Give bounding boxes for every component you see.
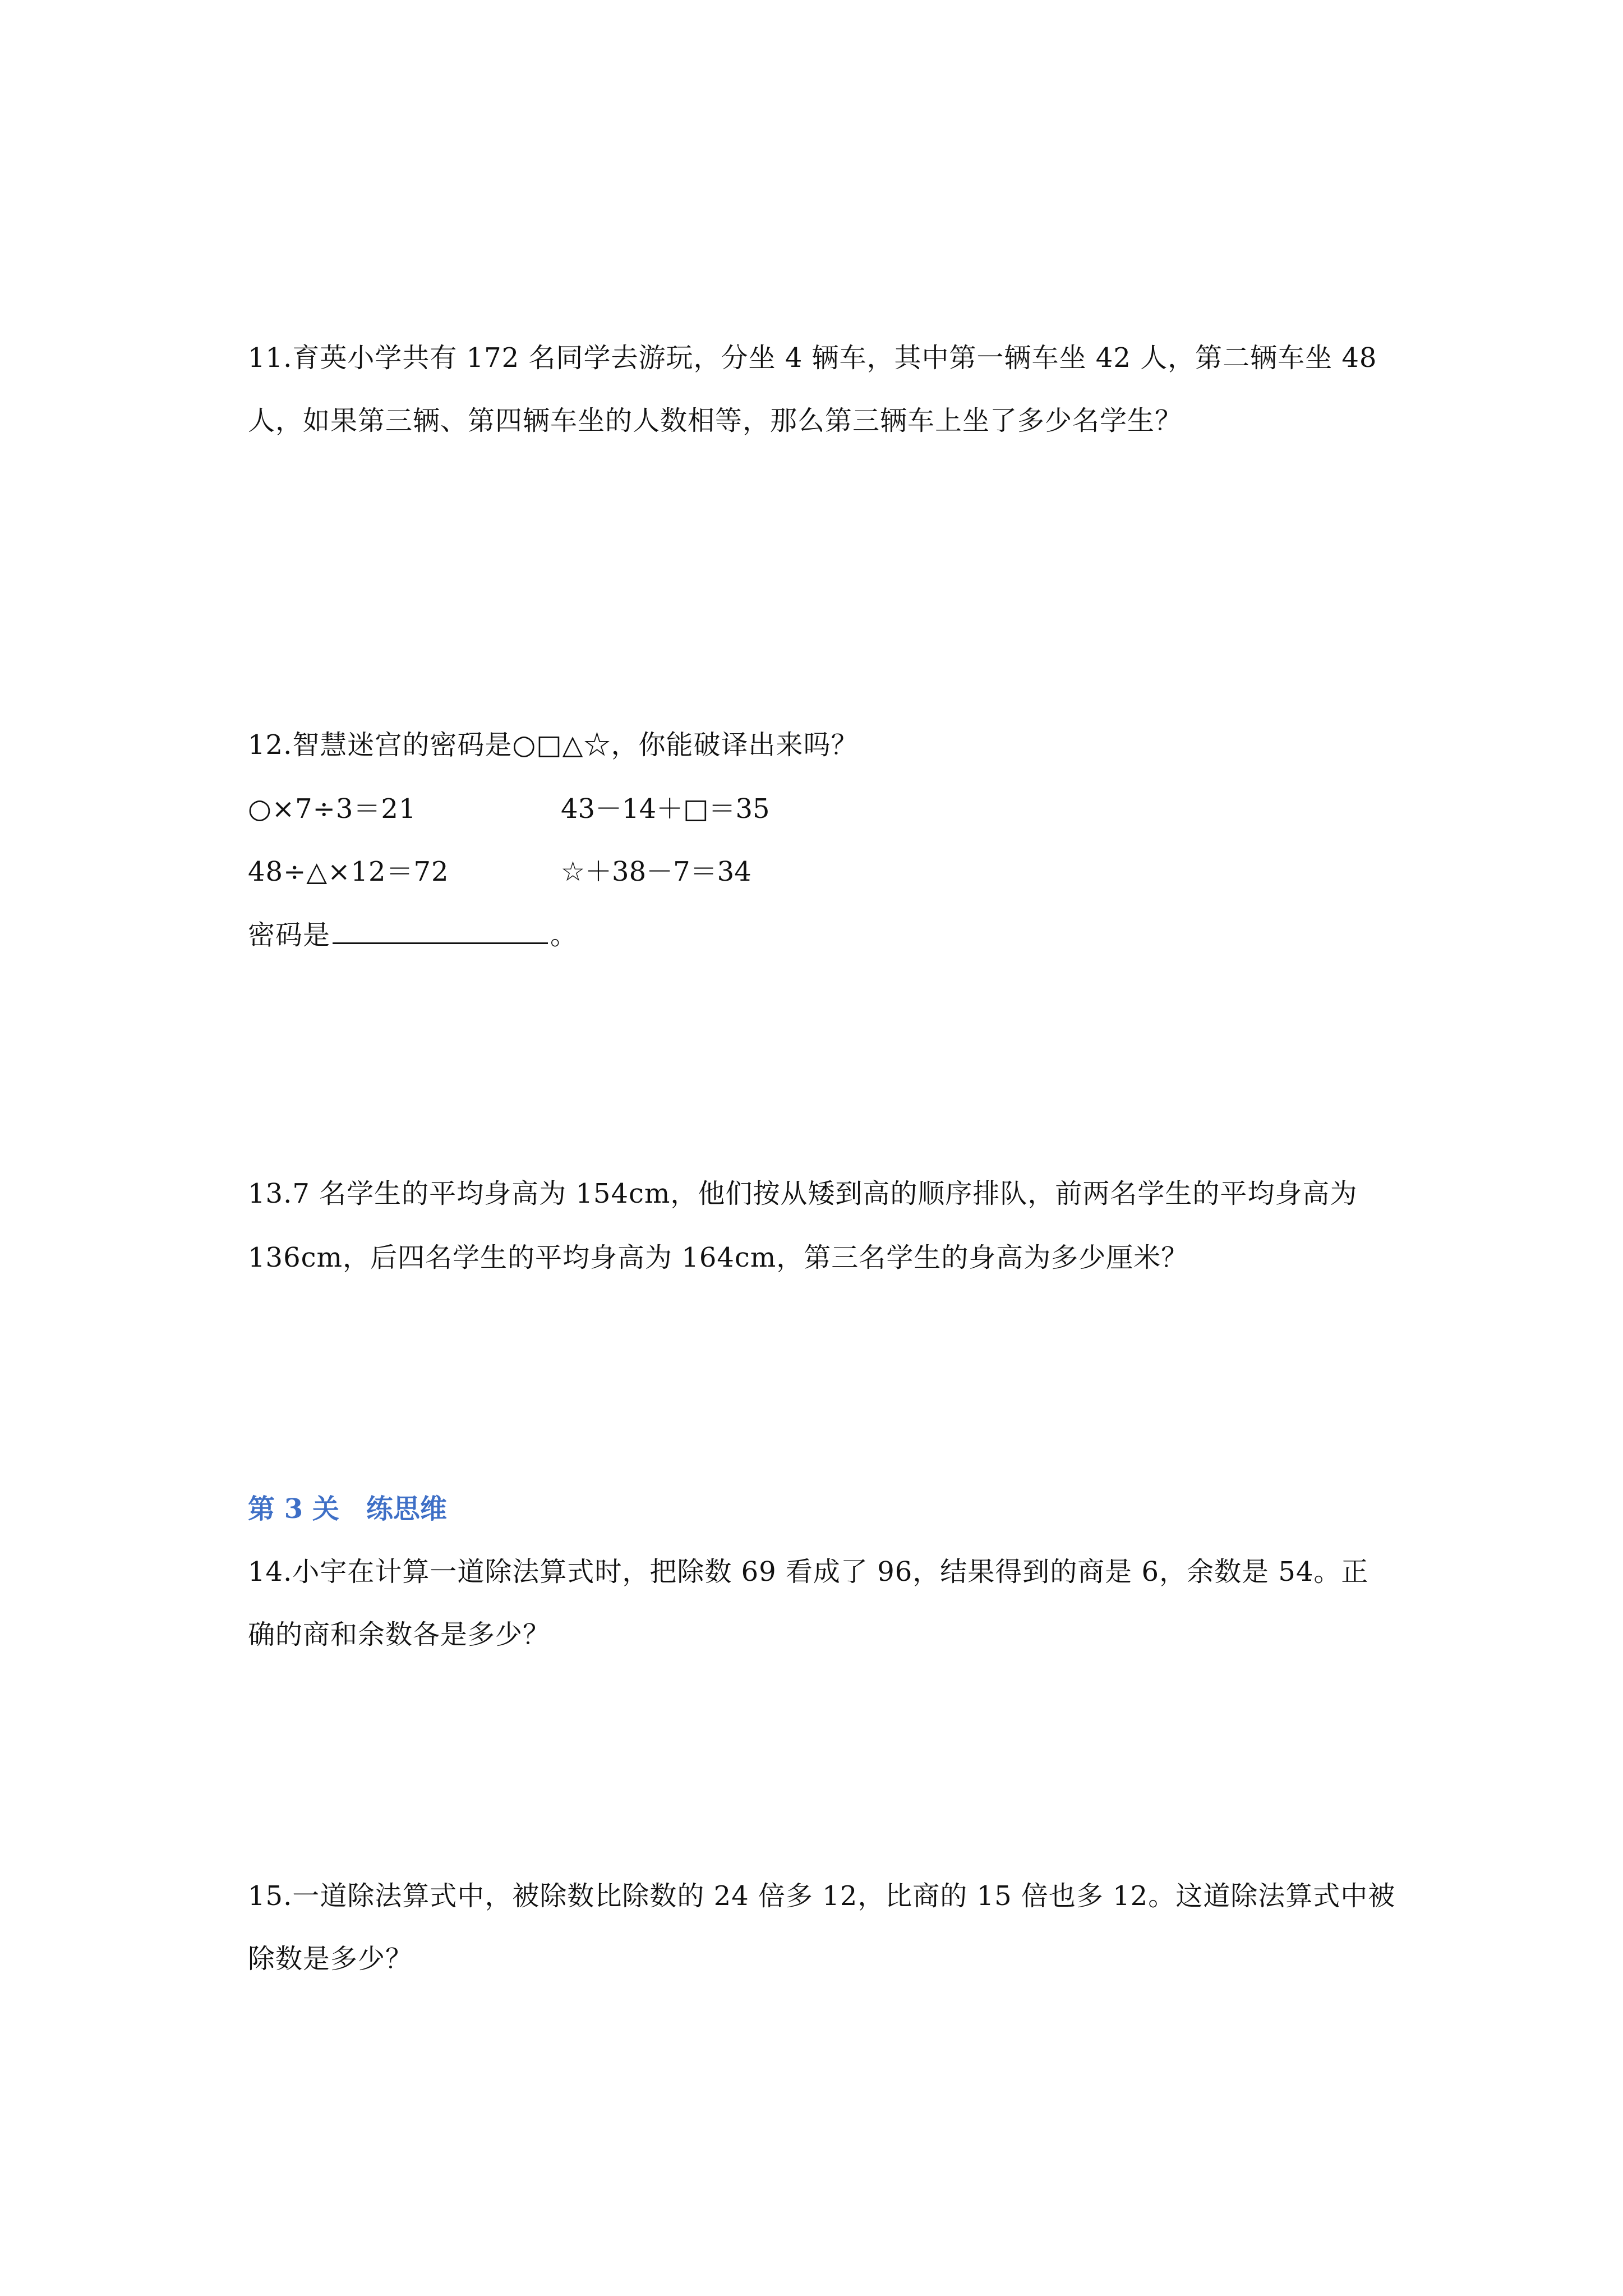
question-12-answer-line bbox=[248, 918, 578, 952]
question-15-line-2: 除数是多少？ bbox=[248, 1943, 413, 1975]
answer-label: 密码是 bbox=[248, 919, 331, 951]
answer-blank[interactable] bbox=[333, 918, 548, 944]
question-12-prompt: 12.智慧迷宫的密码是○□△☆，你能破译出来吗？ bbox=[248, 729, 859, 761]
question-15-line-1: 15.一道除法算式中，被除数比除数的 24 倍多 12，比商的 15 倍也多 12。这道除法算式中被 bbox=[248, 1880, 1396, 1912]
section-3-title: 第 3 关 练思维 bbox=[248, 1493, 447, 1525]
question-12-equation-2: 43－14＋□＝35 bbox=[561, 793, 770, 825]
question-12-equation-4: ☆＋38－7＝34 bbox=[561, 856, 751, 887]
question-13-line-2: 136cm，后四名学生的平均身高为 164cm，第三名学生的身高为多少厘米？ bbox=[248, 1242, 1189, 1273]
question-11-line-2: 人，如果第三辆、第四辆车坐的人数相等，那么第三辆车上坐了多少名学生？ bbox=[248, 405, 1183, 436]
question-14-line-2: 确的商和余数各是多少？ bbox=[248, 1619, 551, 1650]
question-12-equation-3: 48÷△×12＝72 bbox=[248, 856, 449, 887]
question-14-line-1: 14.小宇在计算一道除法算式时，把除数 69 看成了 96，结果得到的商是 6，余数是 54。正 bbox=[248, 1556, 1369, 1588]
question-12-equation-1: ○×7÷3＝21 bbox=[248, 793, 417, 825]
answer-end-mark: 。 bbox=[550, 919, 578, 951]
question-13-line-1: 13.7 名学生的平均身高为 154cm，他们按从矮到高的顺序排队，前两名学生的平均身高为 bbox=[248, 1178, 1358, 1209]
question-11-line-1: 11.育英小学共有 172 名同学去游玩，分坐 4 辆车，其中第一辆车坐 42 人，第二辆车坐 48 bbox=[248, 342, 1377, 374]
